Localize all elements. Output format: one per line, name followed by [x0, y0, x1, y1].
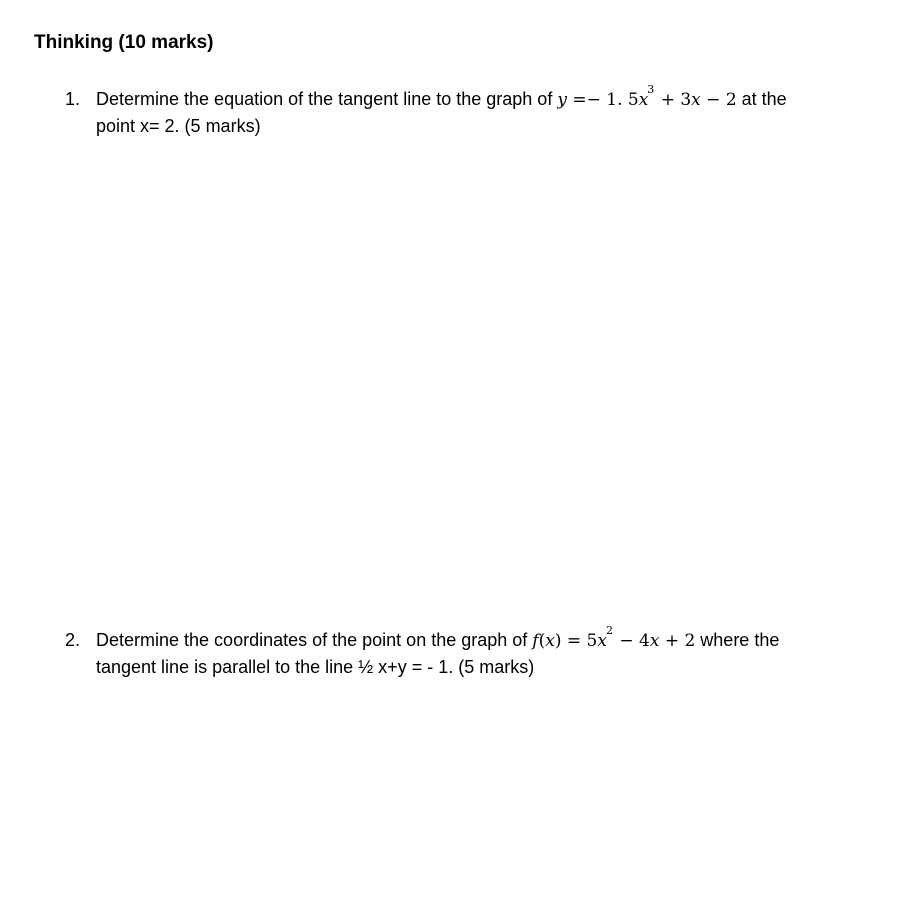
question-prefix: Determine the coordinates of the point on the graph of [96, 630, 528, 650]
math-term: − 4 [619, 631, 650, 651]
question-line-2: tangent line is parallel to the line ½ x+y = - 1. (5 marks) [96, 657, 535, 677]
math-paren: ) [554, 631, 562, 651]
math-var-y: y [557, 90, 567, 110]
math-var-x: x [691, 90, 701, 110]
math-func-f: f [532, 631, 539, 651]
math-var-x: x [638, 90, 649, 110]
math-var-x: x [597, 631, 607, 651]
question-suffix: at the [741, 89, 787, 109]
equation [557, 83, 737, 110]
question-text [96, 624, 855, 680]
math-eq: = 5 [566, 631, 598, 651]
question-text [96, 83, 855, 139]
math-var-x: x [649, 631, 660, 651]
question-1 [65, 83, 855, 139]
question-number: 1. [65, 89, 81, 109]
math-exponent: 2 [605, 624, 613, 637]
math-paren: ( [538, 631, 546, 651]
math-exponent: 3 [647, 83, 655, 96]
question-suffix: where the [700, 630, 780, 650]
math-term: + 3 [660, 90, 692, 110]
question-line-2: point x= 2. (5 marks) [96, 116, 261, 136]
page-heading: Thinking (10 marks) [34, 32, 214, 53]
question-prefix: Determine the equation of the tangent line to the graph of [96, 89, 553, 109]
math-var-x: x [545, 631, 555, 651]
math-eq: =− 1. 5 [572, 90, 639, 110]
math-term: + 2 [664, 631, 696, 651]
math-term: − 2 [706, 90, 737, 110]
question-number: 2. [65, 630, 81, 650]
equation [532, 624, 696, 651]
question-2 [65, 624, 855, 680]
